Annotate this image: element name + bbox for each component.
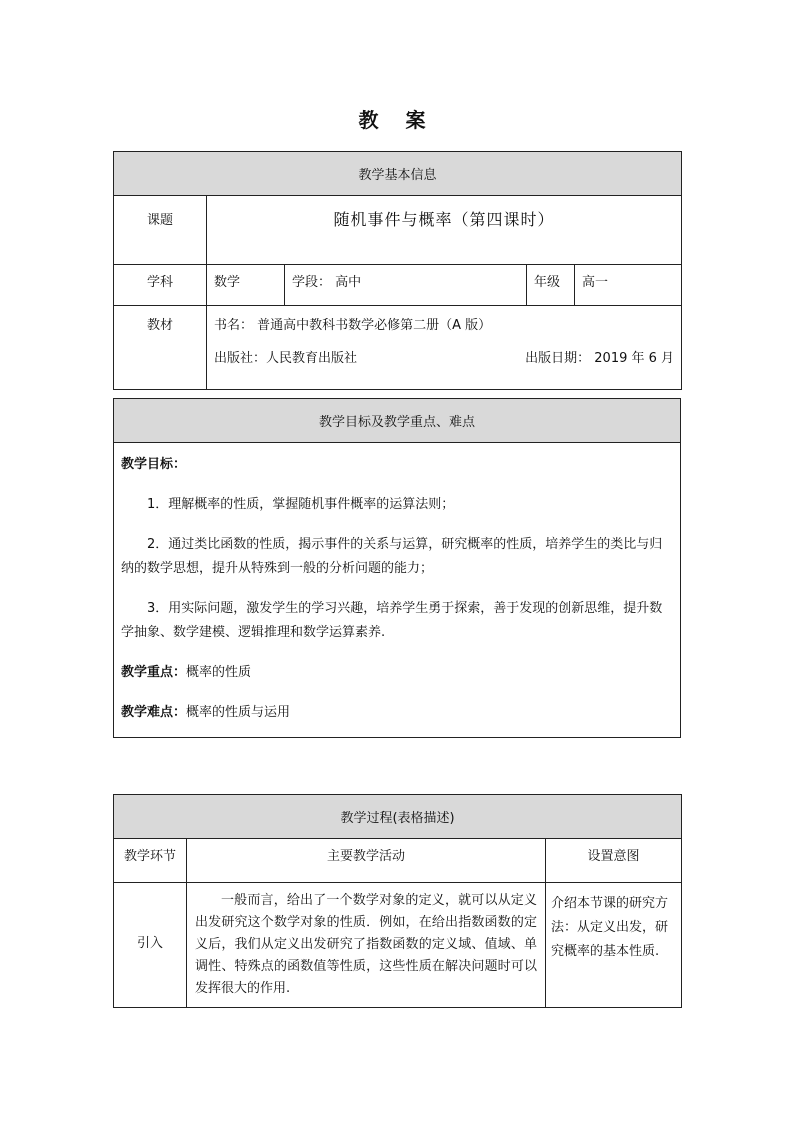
stage-cell: 引入 [114, 883, 187, 1008]
subject-value: 数学 [207, 265, 285, 306]
basic-info-header: 教学基本信息 [114, 152, 682, 196]
intent-cell: 介绍本节课的研究方法：从定义出发，研究概率的基本性质. [546, 883, 682, 1008]
goals-table [113, 398, 681, 738]
activity-cell: 一般而言，给出了一个数学对象的定义，就可以从定义出发研究这个数学对象的性质．例如，在给出指数函数的定义后，我们从定义出发研究了指数函数的定义域、值域、单调性、特殊点的函数值等性质，这些性质在解决问题时可以发挥很大的作用. [187, 883, 546, 1008]
topic-label: 课题 [114, 196, 207, 265]
page-title: 教 案 [358, 108, 436, 132]
difficulty-point [121, 701, 673, 725]
key-point-value: 概率的性质 [186, 665, 252, 680]
process-header: 教学过程(表格描述) [114, 795, 682, 839]
goals-header: 教学目标及教学重点、难点 [114, 399, 681, 443]
col-activity-header: 主要教学活动 [187, 839, 546, 883]
publisher: 出版社：人民教育出版社 [214, 351, 358, 366]
book-name: 书名： 普通高中教科书数学必修第二册（A 版） [214, 318, 492, 333]
col-intent-header: 设置意图 [546, 839, 682, 883]
level-text: 学段： 高中 [285, 265, 527, 306]
grade-label: 年级 [527, 265, 575, 306]
objective-item-1: 1．理解概率的性质，掌握随机事件概率的运算法则； [147, 497, 455, 512]
objective-item-3: 3．用实际问题，激发学生的学习兴趣，培养学生勇于探索，善于发现的创新思维，提升数学抽象、数学建模、逻辑推理和数学运算素养. [121, 601, 663, 640]
key-point [121, 661, 673, 685]
difficulty-value: 概率的性质与运用 [186, 705, 291, 720]
objective-item-2: 2．通过类比函数的性质，揭示事件的关系与运算，研究概率的性质，培养学生的类比与归纳的数学思想，提升从特殊到一般的分析问题的能力； [121, 537, 663, 576]
basic-info-table [113, 151, 682, 390]
difficulty-label: 教学难点： [121, 705, 187, 720]
objectives-label: 教学目标： [121, 457, 187, 472]
table-row [114, 883, 682, 1008]
publication-date: 出版日期： 2019 年 6 月 [525, 351, 675, 366]
textbook-info [207, 306, 682, 390]
topic-value: 随机事件与概率（第四课时） [207, 196, 682, 265]
grade-value: 高一 [575, 265, 682, 306]
col-stage-header: 教学环节 [114, 839, 187, 883]
key-point-label: 教学重点： [121, 665, 187, 680]
subject-label: 学科 [114, 265, 207, 306]
publication-line [207, 333, 681, 366]
textbook-label: 教材 [114, 306, 207, 390]
process-table [113, 794, 682, 1008]
goals-content [114, 443, 681, 738]
